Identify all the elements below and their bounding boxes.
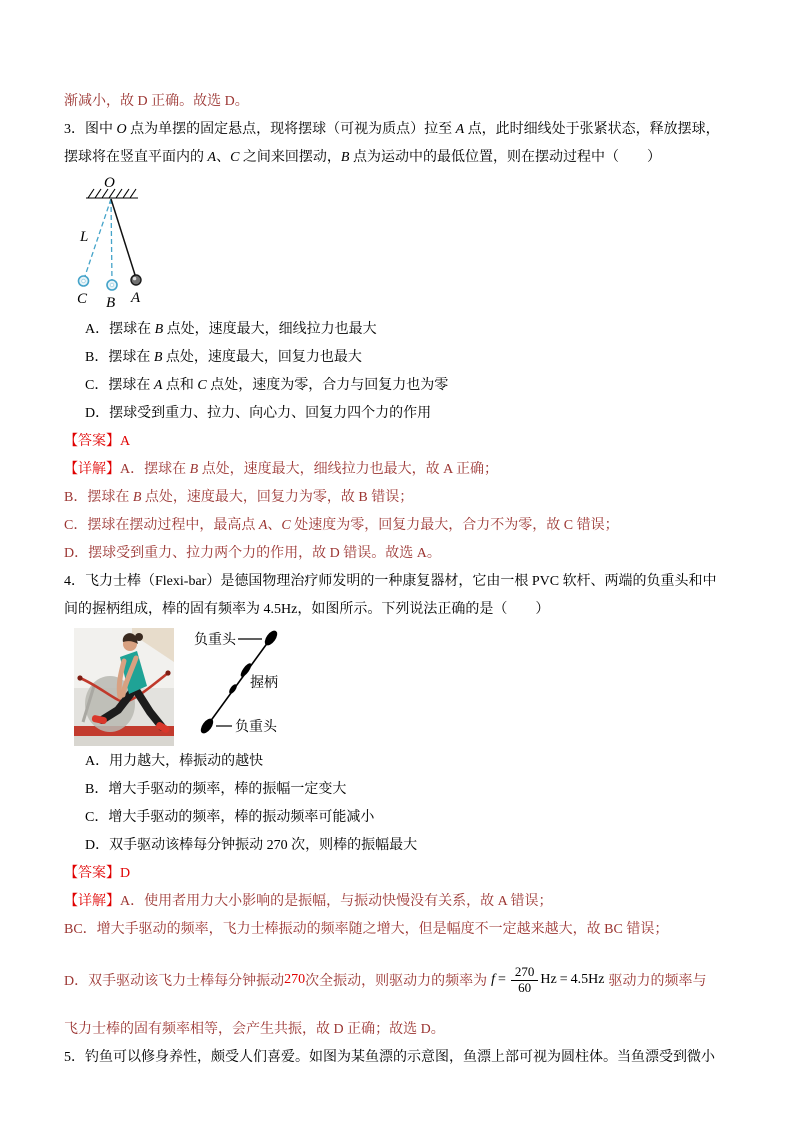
- q4-option-c-text: C．增大手驱动的频率，棒的振动频率可能减小: [85, 810, 375, 825]
- q4-explain-line3: [64, 958, 734, 1002]
- ball-c-highlight: [82, 279, 86, 283]
- q4-explain-line2: [64, 916, 734, 944]
- flexibar-end-left: [77, 675, 82, 680]
- q4-explain-text: D．双手驱动该飞力士棒每分钟振动: [64, 974, 285, 989]
- q3-answer-value: A: [120, 434, 131, 449]
- q4-frequency-value: 4.5Hz: [263, 602, 298, 617]
- q4-option-d-number: 270: [266, 838, 288, 853]
- q3-option-a-text: A．摆球在: [85, 322, 155, 337]
- flexibar-diagram: [192, 628, 342, 743]
- q3-stem-text: 摆球将在竖直平面内的: [64, 150, 208, 165]
- q4-explain-text: 次全振动，则驱动力的频率为: [305, 974, 488, 989]
- q3-option-b-text: B．摆球在: [85, 350, 154, 365]
- explain-label: 【详解】: [64, 894, 120, 909]
- pendulum-label-c: C: [77, 291, 88, 307]
- pendulum-figure: [70, 175, 734, 314]
- q3-option-d-text: D．摆球受到重力、拉力、向心力、回复力四个力的作用: [85, 406, 432, 421]
- question-4-stem-line1: [64, 568, 734, 596]
- q4-stem-text: 4．飞力士棒（: [64, 574, 155, 589]
- q4-explain-line4: [64, 1016, 734, 1044]
- flexibar-end-right: [165, 670, 170, 675]
- answer-label: 【答案】: [64, 866, 120, 881]
- q3-option-b-text: 点处，速度最大，回复力也最大: [162, 350, 362, 365]
- q3-explain-line1: [64, 456, 734, 484]
- q3-option-a-var: B: [154, 322, 164, 337]
- frequency-formula: [491, 965, 604, 996]
- q4-option-a-text: A．用力越大，棒振动的越快: [85, 754, 264, 769]
- q3-explain-text: D．摆球受到重力、拉力两个力的作用，故 D 错误。故选 A。: [64, 546, 441, 561]
- q4-explain-text: 驱动力的频率与: [608, 974, 707, 989]
- q3-explain-text: 处速度为零，回复力最大，合力不为零，故 C 错误；: [290, 518, 619, 533]
- answer-label: 【答案】: [64, 434, 120, 449]
- pendulum-string-to-a: [111, 199, 136, 278]
- q3-explain-text: B．摆球在: [64, 490, 133, 505]
- person-hair-bun: [135, 633, 143, 641]
- q3-option-a: [64, 316, 734, 344]
- pendulum-label-a: A: [131, 290, 141, 306]
- q3-explain-var: B: [189, 462, 199, 477]
- q3-explain-line2: [64, 484, 734, 512]
- q3-option-c-var: C: [197, 378, 207, 393]
- q4-explain-text: 飞力士棒的固有频率相等，会产生共振，故 D 正确；故选 D。: [64, 1022, 445, 1037]
- diagram-top-weight: [262, 628, 279, 647]
- pendulum-ball-a: [131, 275, 141, 285]
- ball-b-highlight: [110, 283, 114, 287]
- q3-explain-var: B: [132, 490, 142, 505]
- q4-explain-text: BC．增大手驱动的频率，飞力士棒振动的频率随之增大，但是幅度不一定越来越大，故 BC 错误；: [64, 922, 669, 937]
- pendulum-string-to-b: [111, 199, 112, 283]
- q3-answer-row: [64, 428, 734, 456]
- formula-fraction: [511, 965, 539, 996]
- q4-option-b-text: B．增大手驱动的频率，棒的振幅一定变大: [85, 782, 347, 797]
- q3-explain-var: C: [281, 518, 291, 533]
- q4-pvc-latin: PVC: [531, 574, 560, 589]
- q3-option-a-text: 点处，速度最大，细线拉力也最大: [163, 322, 377, 337]
- q3-stem-text: 3．图中: [64, 122, 117, 137]
- q3-var-C: C: [230, 150, 240, 165]
- q3-var-A: A: [455, 122, 465, 137]
- q4-option-a: [64, 748, 734, 776]
- q3-explain-line3: [64, 512, 734, 540]
- q3-var-O: O: [116, 122, 127, 137]
- q4-option-d-text: D．双手驱动该棒每分钟振动: [85, 838, 267, 853]
- q4-explain-line1: [64, 888, 734, 916]
- q4-stem-text: 间的握柄组成，棒的固有频率为: [64, 602, 264, 617]
- pendulum-length-label: L: [80, 229, 89, 245]
- q3-var-A: A: [207, 150, 217, 165]
- formula-result: 4.5Hz: [570, 972, 605, 987]
- formula-equals: =: [559, 972, 568, 987]
- q3-option-b-var: B: [153, 350, 163, 365]
- q4-answer-row: [64, 860, 734, 888]
- q3-explain-var: A: [258, 518, 268, 533]
- fraction-denominator: 60: [518, 979, 532, 995]
- q3-option-c-text: 点处，速度为零，合力与回复力也为零: [206, 378, 449, 393]
- q4-explain-text: A．使用者用力大小影响的是振幅，与振动快慢没有关系，故 A 错误；: [120, 894, 553, 909]
- q3-explain-text: 、: [267, 518, 282, 533]
- q4-flexibar-latin: Flexi-bar: [155, 574, 207, 589]
- question-3-stem-line2: [64, 144, 734, 172]
- q3-explain-text: 点处，速度最大，回复力为零，故 B 错误；: [141, 490, 414, 505]
- q4-option-c: [64, 804, 734, 832]
- diagram-bottom-weight-label: 负重头: [235, 720, 277, 735]
- explain-label: 【详解】: [64, 462, 120, 477]
- q3-explain-text: C．摆球在摆动过程中，最高点: [64, 518, 259, 533]
- pendulum-figure-svg: [70, 175, 170, 309]
- formula-var-f: f: [491, 972, 496, 987]
- q3-stem-text: 之间来回摆动，: [239, 150, 341, 165]
- pendulum-pivot-label: O: [104, 175, 115, 191]
- q4-answer-value: D: [120, 866, 131, 881]
- question-3-stem-line1: [64, 116, 734, 144]
- q3-explain-text: 点处，速度最大，细线拉力也最大，故 A 正确；: [198, 462, 499, 477]
- q3-option-c-var: A: [153, 378, 163, 393]
- q3-explain-line4: [64, 540, 734, 568]
- q3-option-b: [64, 344, 734, 372]
- formula-unit: Hz: [540, 972, 557, 987]
- q4-figures: [74, 628, 734, 746]
- question-4-stem-line2: [64, 596, 734, 624]
- q3-option-c: [64, 372, 734, 400]
- flexibar-photo: [74, 628, 174, 746]
- q3-explain-text: A．摆球在: [120, 462, 190, 477]
- diagram-grip-label: 握柄: [250, 676, 278, 691]
- q4-stem-text: ，如图所示。下列说法正确的是（ ）: [297, 602, 550, 617]
- q3-stem-text: 点，此时细线处于张紧状态，释放摆球，: [464, 122, 720, 137]
- q3-stem-text: 点为单摆的固定悬点，现将摆球（可视为质点）拉至: [126, 122, 456, 137]
- prev-answer-conclusion: [64, 88, 734, 116]
- fraction-numerator: 270: [511, 965, 539, 981]
- q4-vibration-count: 270: [284, 972, 306, 987]
- ball-a-highlight: [133, 277, 136, 280]
- q3-var-B: B: [340, 150, 350, 165]
- q3-option-c-text: 点和: [162, 378, 198, 393]
- question-5-stem-line1: [64, 1044, 734, 1072]
- q5-stem-text: 5．钓鱼可以修身养性，颇受人们喜爱。如图为某鱼漂的示意图，鱼漂上部可视为圆柱体。当鱼漂受到微小: [64, 1050, 715, 1065]
- pendulum-label-b: B: [106, 295, 116, 309]
- q4-stem-text: 软杆、两端的负重头和中: [559, 574, 717, 589]
- q4-stem-text: ）是德国物理治疗师发明的一种康复器材，它由一根: [206, 574, 532, 589]
- diagram-bottom-weight: [198, 716, 215, 735]
- photo-floor: [74, 736, 174, 746]
- q4-option-d: [64, 832, 734, 860]
- q3-stem-text: 、: [216, 150, 231, 165]
- q3-option-c-text: C．摆球在: [85, 378, 154, 393]
- prev-answer-text: 渐减小，故 D 正确。故选 D。: [64, 94, 249, 109]
- q4-option-b: [64, 776, 734, 804]
- formula-equals: =: [498, 972, 506, 987]
- q3-option-d: [64, 400, 734, 428]
- q4-option-d-text: 次，则棒的振幅最大: [287, 838, 418, 853]
- q3-stem-text: 点为运动中的最低位置，则在摆动过程中（ ）: [349, 150, 661, 165]
- diagram-top-weight-label: 负重头: [194, 633, 236, 648]
